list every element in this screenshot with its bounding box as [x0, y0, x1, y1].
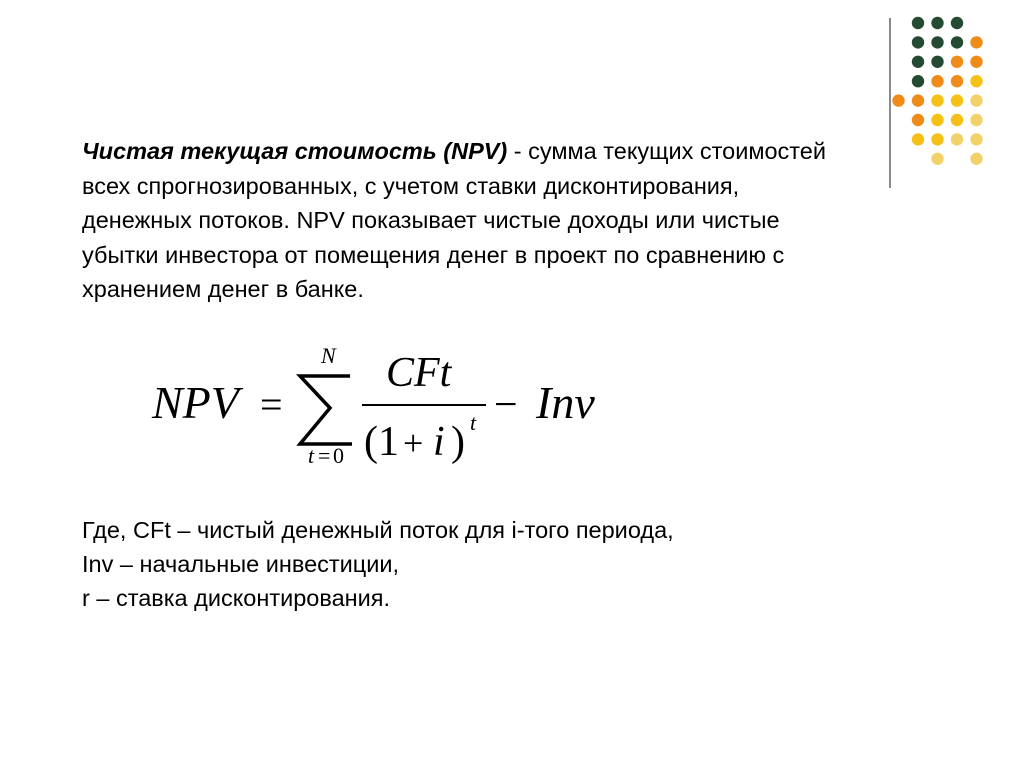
npv-definition-text: - сумма текущих стоимостей всех спрогнозированных, с учетом ставки дисконтирования, денежных потоков. NPV показывает чистые доходы или чистые убытки инвестора от помещения денег в проект по сравнению с хранением денег в банке. — [82, 138, 827, 302]
formula-sum-lower-val: 0 — [333, 443, 344, 468]
formula-legend — [82, 513, 842, 615]
formula-den-i: i — [433, 419, 445, 465]
npv-term: Чистая текущая стоимость (NPV) — [82, 138, 508, 164]
decorative-dot — [951, 133, 963, 145]
decorative-dot — [912, 114, 924, 126]
decorative-dot — [931, 36, 943, 48]
decorative-dot — [970, 56, 982, 68]
decorative-dot — [931, 153, 943, 165]
decorative-dot — [912, 56, 924, 68]
formula-sigma — [300, 376, 352, 444]
decorative-dot — [970, 75, 982, 87]
formula-den-close: ) — [451, 419, 465, 465]
decorative-dot — [931, 114, 943, 126]
decorative-dot — [970, 94, 982, 106]
decorative-dot — [951, 17, 963, 29]
formula-sum-upper: N — [321, 343, 336, 368]
formula-numerator: CFt — [386, 350, 452, 396]
legend-line-cft: Где, CFt – чистый денежный поток для i-того периода, — [82, 517, 674, 543]
formula-npv: NPV — [152, 377, 239, 428]
legend-line-inv: Inv – начальные инвестиции, — [82, 551, 400, 577]
decorative-dot — [970, 36, 982, 48]
formula-inv: Inv — [536, 377, 595, 428]
formula-den-exp: t — [470, 410, 477, 435]
decorative-dot — [931, 75, 943, 87]
formula-den-open: (1 — [364, 419, 399, 465]
legend-line-r: r – ставка дисконтирования. — [82, 585, 391, 611]
decorative-dot — [912, 94, 924, 106]
formula-minus: − — [494, 382, 518, 428]
decorative-dot — [931, 133, 943, 145]
decorative-dot — [951, 75, 963, 87]
decorative-divider-line — [889, 18, 891, 188]
decorative-dot — [951, 36, 963, 48]
npv-definition — [82, 134, 842, 307]
formula-sum-lower-var: t — [308, 443, 315, 468]
formula-den-plus: + — [403, 423, 424, 463]
decorative-dot — [970, 153, 982, 165]
decorative-dot — [951, 56, 963, 68]
decorative-dot — [892, 94, 904, 106]
decorative-dot — [970, 133, 982, 145]
decorative-dot — [951, 114, 963, 126]
npv-formula — [140, 338, 620, 478]
decorative-dot — [970, 114, 982, 126]
decorative-dot — [912, 36, 924, 48]
decorative-dot — [931, 56, 943, 68]
decorative-dot — [912, 133, 924, 145]
decorative-dot — [931, 17, 943, 29]
formula-sum-lower-eq: = — [318, 443, 331, 468]
decorative-dot — [912, 17, 924, 29]
decorative-dot — [931, 94, 943, 106]
decorative-dot — [912, 75, 924, 87]
decorative-dot — [951, 94, 963, 106]
formula-equals: = — [260, 382, 283, 427]
